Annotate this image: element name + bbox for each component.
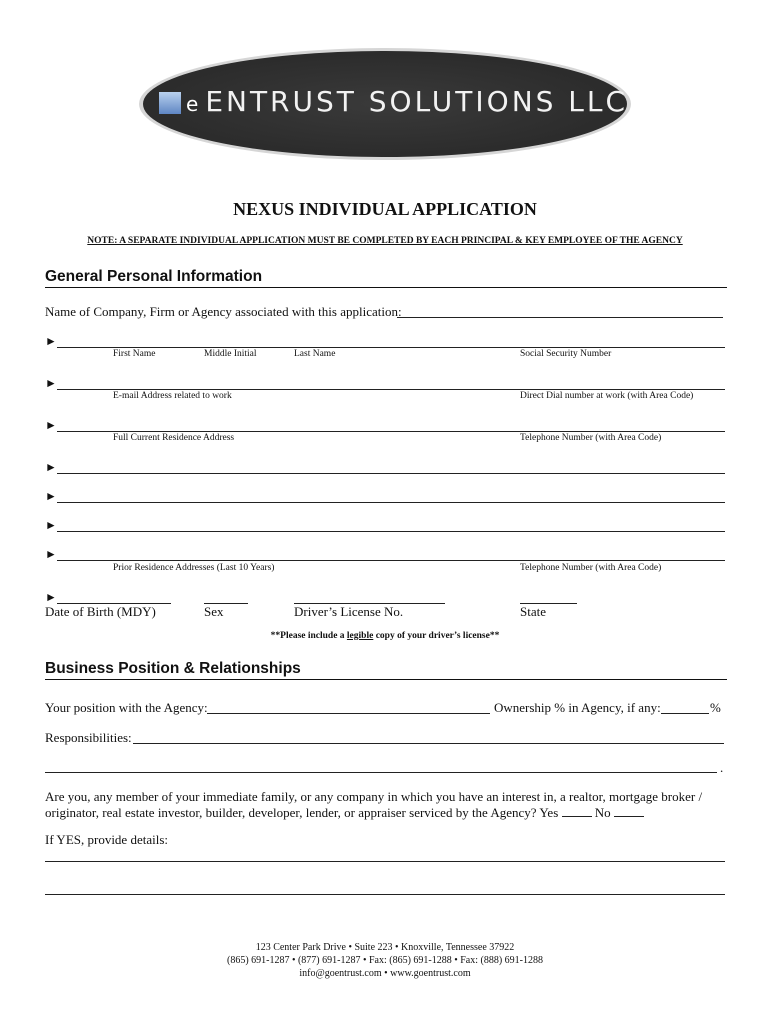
telephone-label: Telephone Number (with Area Code) [520, 433, 662, 443]
position-label: Your position with the Agency: [45, 700, 208, 715]
footer-address: 123 Center Park Drive • Suite 223 • Knoxville, Tennessee 37922 [255, 942, 515, 953]
license-note-text: copy of your driver’s license** [373, 631, 500, 641]
company-name-label: Name of Company, Firm or Agency associated with this application: [45, 304, 402, 319]
last-name-label: Last Name [294, 349, 336, 359]
section-heading-general: General Personal Information [45, 268, 263, 285]
logo-mark-letter: e [186, 92, 202, 116]
middle-initial-label: Middle Initial [204, 349, 257, 359]
sex-label: Sex [204, 604, 224, 619]
relationship-question-line1: Are you, any member of your immediate family, or any company in which you have an interest in, a realtor, mortgage broker / [45, 789, 703, 804]
footer-phones: (865) 691-1287 • (877) 691-1287 • Fax: (865) 691-1288 • Fax: (888) 691-1288 [226, 955, 544, 966]
responsibilities-field[interactable] [133, 743, 724, 744]
arrow-icon: ► [45, 376, 57, 390]
license-copy-note [0, 631, 770, 641]
application-note: NOTE: A SEPARATE INDIVIDUAL APPLICATION MUST BE COMPLETED BY EACH PRINCIPAL & KEY EMPLOYEE OF THE AGENCY [87, 236, 683, 246]
license-label: Driver’s License No. [294, 604, 404, 619]
direct-dial-label: Direct Dial number at work (with Area Code) [520, 391, 694, 401]
prior-residence-line-1[interactable] [57, 473, 725, 474]
page-title: NEXUS INDIVIDUAL APPLICATION [233, 199, 537, 219]
logo-company-name: ENTRUST SOLUTIONS LLC [205, 85, 629, 118]
line-end-period: . [720, 760, 724, 775]
arrow-icon: ► [45, 460, 57, 474]
license-note-emphasis: legible [346, 631, 374, 641]
residence-label: Full Current Residence Address [113, 433, 235, 443]
section-heading-business: Business Position & Relationships [45, 660, 301, 677]
no-label: No [594, 805, 611, 820]
details-field-1[interactable] [45, 861, 725, 862]
no-field[interactable] [614, 806, 644, 817]
prior-residence-label: Prior Residence Addresses (Last 10 Years) [113, 563, 275, 573]
arrow-icon: ► [45, 518, 57, 532]
section-rule-general [45, 287, 727, 288]
logo-text [186, 85, 628, 118]
percent-sign: % [710, 700, 721, 715]
company-name-field[interactable] [397, 317, 723, 318]
license-note-text: **Please include a [270, 631, 347, 641]
relationship-question-line2 [45, 805, 644, 821]
ownership-label: Ownership % in Agency, if any: [494, 700, 661, 715]
responsibilities-label: Responsibilities: [45, 730, 132, 745]
ownership-field[interactable] [661, 713, 709, 714]
details-field-2[interactable] [45, 894, 725, 895]
residence-field-line[interactable] [57, 431, 725, 432]
position-field[interactable] [207, 713, 490, 714]
dob-label: Date of Birth (MDY) [45, 604, 156, 619]
state-label: State [520, 604, 546, 619]
responsibilities-field-2[interactable] [45, 772, 717, 773]
relationship-question-text: originator, real estate investor, builder, developer, lender, or appraiser serviced by the Agency? [45, 805, 537, 820]
arrow-icon: ► [45, 590, 57, 604]
arrow-icon: ► [45, 334, 57, 348]
prior-residence-line-2[interactable] [57, 502, 725, 503]
first-name-label: First Name [113, 349, 156, 359]
arrow-icon: ► [45, 418, 57, 432]
arrow-icon: ► [45, 547, 57, 561]
yes-field[interactable] [562, 806, 592, 817]
footer-contact: info@goentrust.com • www.goentrust.com [299, 968, 471, 979]
email-field-line[interactable] [57, 389, 725, 390]
logo-mark-icon [159, 92, 181, 114]
email-label: E-mail Address related to work [113, 391, 232, 401]
prior-residence-line-4[interactable] [57, 560, 725, 561]
prior-residence-line-3[interactable] [57, 531, 725, 532]
name-field-line[interactable] [57, 347, 725, 348]
ssn-label: Social Security Number [520, 349, 612, 359]
details-label: If YES, provide details: [45, 832, 168, 847]
yes-label: Yes [539, 805, 559, 820]
telephone-label: Telephone Number (with Area Code) [520, 563, 662, 573]
section-rule-business [45, 679, 727, 680]
arrow-icon: ► [45, 489, 57, 503]
